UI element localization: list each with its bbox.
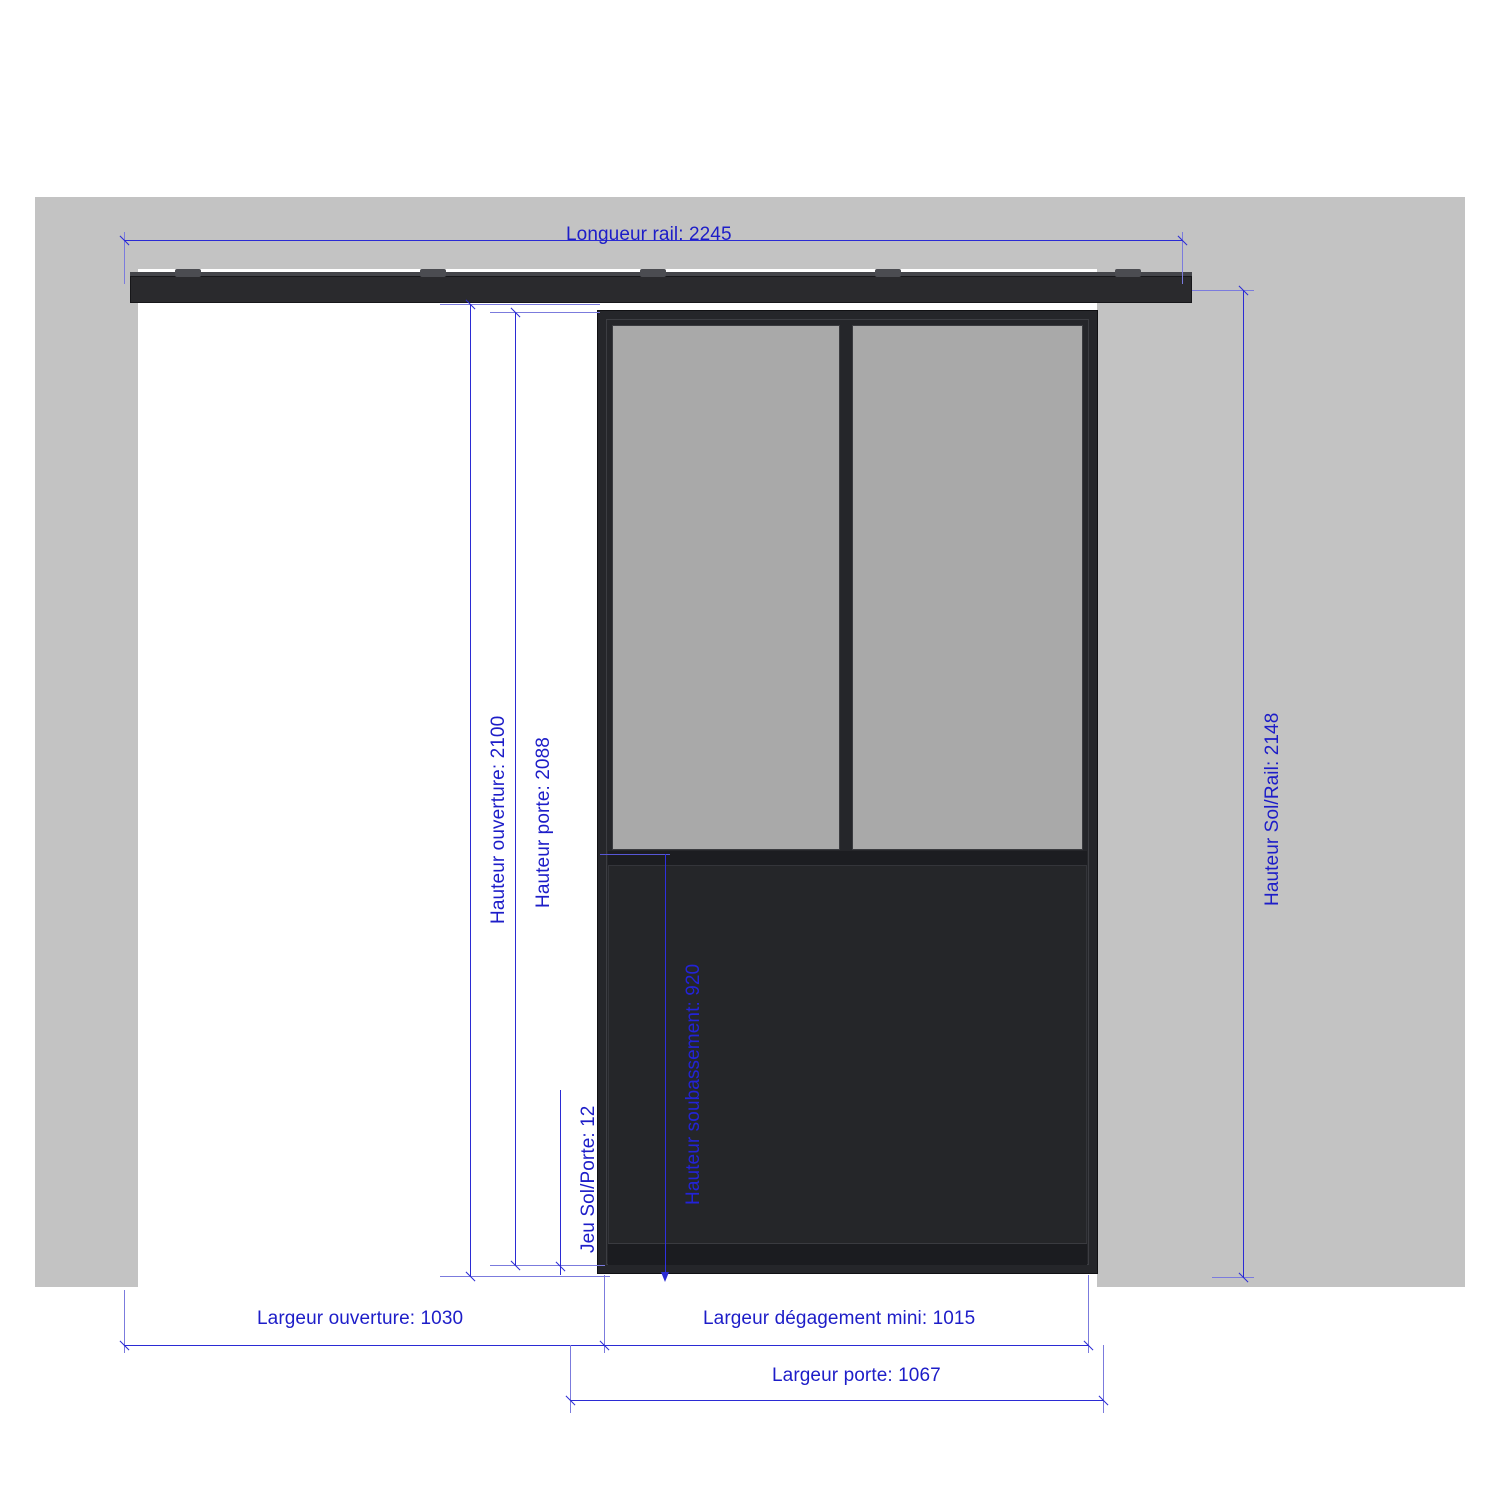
ext-line-opening-h-bottom: [440, 1276, 610, 1277]
ext-line-kick-top: [600, 854, 670, 855]
ext-line-doorw-right: [1103, 1345, 1104, 1413]
wall-left: [35, 197, 138, 1287]
dim-label-min-clearance: Largeur dégagement mini: 1015: [703, 1308, 976, 1329]
kickplate-panel: [608, 865, 1087, 1250]
ext-line-doorw-left: [570, 1345, 571, 1413]
dim-label-rail-length: Longueur rail: 2245: [566, 224, 732, 245]
ext-line-door-h-top: [490, 312, 600, 313]
dim-label-opening-height: Hauteur ouverture: 2100: [488, 715, 509, 924]
dim-label-kickplate-height: Hauteur soubassement: 920: [683, 963, 704, 1205]
dim-label-door-width: Largeur porte: 1067: [772, 1365, 941, 1386]
dim-arrow-icon: [661, 1272, 669, 1282]
dim-label-floor-rail: Hauteur Sol/Rail: 2148: [1262, 712, 1283, 906]
rail-bolt-icon: [640, 269, 666, 277]
rail: [130, 276, 1192, 303]
ext-line-clearance-right: [1088, 1275, 1089, 1353]
dim-line-floor-door-gap: [560, 1090, 561, 1275]
ext-line-openw-right: [604, 1275, 605, 1353]
rail-bolt-icon: [875, 269, 901, 277]
dim-line-door-width: [570, 1400, 1104, 1401]
dim-label-door-height: Hauteur porte: 2088: [533, 737, 554, 908]
dim-line-floor-rail: [1243, 290, 1244, 1278]
door-bottom-rail: [608, 1243, 1087, 1265]
dim-label-floor-door-gap: Jeu Sol/Porte: 12: [578, 1105, 599, 1253]
rail-bolt-icon: [420, 269, 446, 277]
ext-line-opening-h-top: [440, 304, 600, 305]
ext-line-solrail-bottom: [1212, 1277, 1254, 1278]
dim-line-kickplate-height: [665, 854, 666, 1279]
ext-line-door-h-bottom: [490, 1265, 605, 1266]
dim-label-opening-width: Largeur ouverture: 1030: [257, 1308, 464, 1329]
rail-bolt-icon: [1115, 269, 1141, 277]
rail-bolt-icon: [175, 269, 201, 277]
dim-line-door-height: [515, 312, 516, 1266]
dim-line-opening-width: [124, 1345, 605, 1346]
door-mid-rail: [608, 851, 1087, 865]
glass-panel-left: [612, 325, 840, 850]
glass-panel-right: [852, 325, 1083, 850]
dim-line-opening-height: [470, 304, 471, 1277]
dim-line-min-clearance: [604, 1345, 1089, 1346]
